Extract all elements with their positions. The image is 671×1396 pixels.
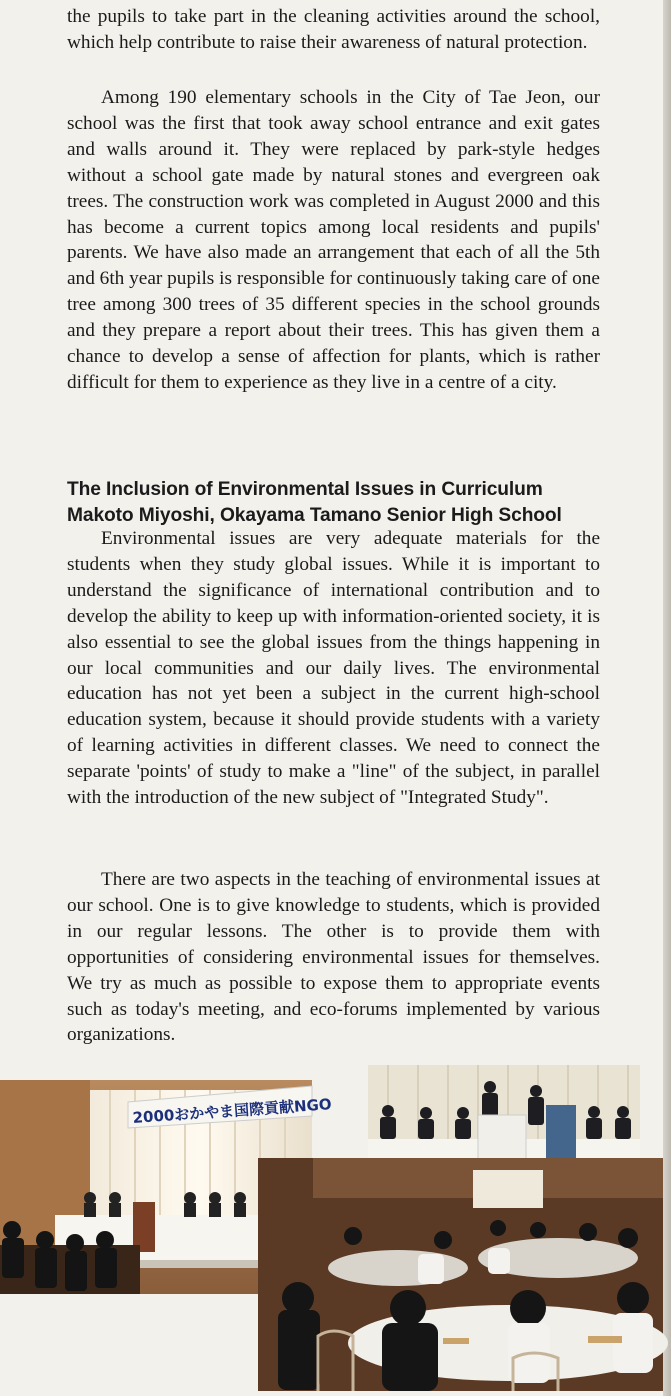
paragraph-text: the pupils to take part in the cleaning activities around the school, which help contribute to raise their awareness of natural protection. — [67, 6, 600, 53]
banner-text: 2000おかやま国際貢献NGO — [132, 1095, 333, 1127]
body-paragraph — [67, 85, 600, 396]
paragraph-text: Environmental issues are very adequate materials for the students when they study global issues. While it is important to understand the significance of international contribution and to develop the ability to keep up with information-oriented society, it is also essential to see the global issues from the things happening in our local communities and our daily lives. The environmental education has not yet been a subject in the current high-school education system, because it should provide students with a variety of learning activities in different classes. We need to connect the separate 'points' of study to make a "line" of the subject, in parallel with the introduction of the new subject of "Integrated Study". — [67, 528, 600, 809]
page-edge — [663, 0, 671, 1396]
body-paragraph — [67, 867, 600, 1048]
section-author: Makoto Miyoshi, Okayama Tamano Senior High School — [67, 505, 562, 526]
paragraph-text: There are two aspects in the teaching of environmental issues at our school. One is to give knowledge to students, which is provided in our regular lessons. The other is to provide them with opportunities of considering environmental issues for themselves. We try as much as possible to expose them to appropriate events such as today's meeting, and eco-forums implemented by various organizations. — [67, 869, 600, 1046]
paragraph-text: Among 190 elementary schools in the City of Tae Jeon, our school was the first that took away school entrance and exit gates and walls around it. They were replaced by park-style hedges without a school gate made by natural stones and evergreen oak trees. The construction work was completed in August 2000 and this has become a current topics among local residents and pupils' parents. We have also made an arrangement that each of all the 5th and 6th year pupils is responsible for continuously taking care of one tree among 300 trees of 35 different species in the school grounds and they prepare a report about their trees. This has given them a chance to develop a sense of affection for plants, which is rather difficult for them to experience as they live in a centre of a city. — [67, 87, 600, 393]
section-heading — [67, 477, 600, 529]
panel-table-illustration — [368, 1065, 640, 1173]
body-paragraph — [67, 526, 600, 811]
body-paragraph — [67, 4, 600, 56]
workshop-photo — [258, 1158, 663, 1391]
panel-table-photo — [368, 1065, 640, 1173]
workshop-illustration — [258, 1158, 663, 1391]
section-title: The Inclusion of Environmental Issues in Curriculum — [67, 479, 543, 500]
